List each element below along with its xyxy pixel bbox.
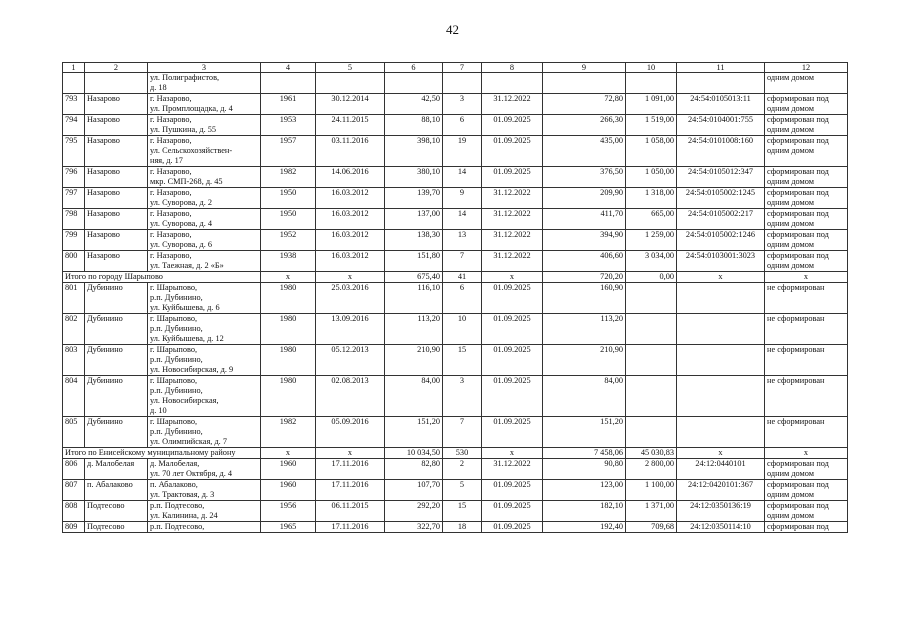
table-cell: Подтесово xyxy=(85,522,148,533)
total-cell: x xyxy=(316,448,385,459)
table-cell: 05.09.2016 xyxy=(316,417,385,448)
table-cell: Дубинино xyxy=(85,417,148,448)
table-cell: сформирован под одним домом xyxy=(765,251,848,272)
table-cell xyxy=(261,73,316,94)
table-cell xyxy=(626,376,677,417)
column-number-5: 5 xyxy=(316,63,385,73)
table-cell: 9 xyxy=(443,188,482,209)
table-cell: д. Малобелая xyxy=(85,459,148,480)
column-number-10: 10 xyxy=(626,63,677,73)
total-cell: 0,00 xyxy=(626,272,677,283)
table-row xyxy=(63,314,848,345)
table-cell xyxy=(677,376,765,417)
table-cell: г. Назарово, ул. Пушкина, д. 55 xyxy=(148,115,261,136)
table-row xyxy=(63,501,848,522)
table-cell: 24:54:0105002:1246 xyxy=(677,230,765,251)
table-cell: 1980 xyxy=(261,345,316,376)
table-cell: 5 xyxy=(443,480,482,501)
table-cell xyxy=(626,283,677,314)
table-cell: 1957 xyxy=(261,136,316,167)
table-cell: 805 xyxy=(63,417,85,448)
table-cell: 03.11.2016 xyxy=(316,136,385,167)
table-cell: 1965 xyxy=(261,522,316,533)
table-cell: 380,10 xyxy=(385,167,443,188)
total-label: Итого по городу Шарыпово xyxy=(63,272,261,283)
table-cell: Дубинино xyxy=(85,345,148,376)
table-cell: 809 xyxy=(63,522,85,533)
table-cell: 10 xyxy=(443,314,482,345)
total-cell: 720,20 xyxy=(543,272,626,283)
column-number-4: 4 xyxy=(261,63,316,73)
column-number-8: 8 xyxy=(482,63,543,73)
table-cell: п. Абалаково xyxy=(85,480,148,501)
table-row xyxy=(63,251,848,272)
table-cell: 794 xyxy=(63,115,85,136)
total-cell: 7 458,06 xyxy=(543,448,626,459)
table-cell xyxy=(677,314,765,345)
table-cell: Назарово xyxy=(85,167,148,188)
table-cell: 802 xyxy=(63,314,85,345)
table-cell: 3 xyxy=(443,376,482,417)
table-cell xyxy=(626,73,677,94)
table-cell: сформирован под одним домом xyxy=(765,115,848,136)
table-cell: 808 xyxy=(63,501,85,522)
table-cell: 182,10 xyxy=(543,501,626,522)
table-cell: д. Малобелая, ул. 70 лет Октября, д. 4 xyxy=(148,459,261,480)
table-cell: 31.12.2022 xyxy=(482,251,543,272)
table-cell: 1961 xyxy=(261,94,316,115)
table-cell: 1 050,00 xyxy=(626,167,677,188)
table-cell: 7 xyxy=(443,251,482,272)
table-cell: 3 034,00 xyxy=(626,251,677,272)
table-cell: 160,90 xyxy=(543,283,626,314)
table-cell: не сформирован xyxy=(765,314,848,345)
table-cell: 398,10 xyxy=(385,136,443,167)
table-cell: 139,70 xyxy=(385,188,443,209)
total-cell: x xyxy=(765,272,848,283)
table-cell: Дубинино xyxy=(85,314,148,345)
table-cell: 16.03.2012 xyxy=(316,209,385,230)
table-cell: п. Абалаково, ул. Трактовая, д. 3 xyxy=(148,480,261,501)
table-cell: сформирован под одним домом xyxy=(765,94,848,115)
table-cell: 1982 xyxy=(261,167,316,188)
table-cell: 797 xyxy=(63,188,85,209)
table-cell: сформирован под одним домом xyxy=(765,230,848,251)
table-cell: сформирован под одним домом xyxy=(765,501,848,522)
total-cell: x xyxy=(482,448,543,459)
table-header-row xyxy=(63,63,848,73)
table-cell: 14 xyxy=(443,167,482,188)
total-cell: 675,40 xyxy=(385,272,443,283)
table-cell: 2 800,00 xyxy=(626,459,677,480)
table-cell: не сформирован xyxy=(765,376,848,417)
table-cell: 1960 xyxy=(261,480,316,501)
table-cell xyxy=(63,73,85,94)
table-cell: 1953 xyxy=(261,115,316,136)
table-cell: 801 xyxy=(63,283,85,314)
table-cell: 24:54:0105002:217 xyxy=(677,209,765,230)
table-cell: 210,90 xyxy=(543,345,626,376)
table-cell: 807 xyxy=(63,480,85,501)
table-cell: Назарово xyxy=(85,251,148,272)
table-cell: сформирован под одним домом xyxy=(765,459,848,480)
table-cell: 394,90 xyxy=(543,230,626,251)
table-cell: 798 xyxy=(63,209,85,230)
table-cell: 30.12.2014 xyxy=(316,94,385,115)
table-cell: 1950 xyxy=(261,209,316,230)
column-number-2: 2 xyxy=(85,63,148,73)
table-cell: 01.09.2025 xyxy=(482,314,543,345)
table-cell: 24:54:0104001:755 xyxy=(677,115,765,136)
column-number-3: 3 xyxy=(148,63,261,73)
table-cell: 24:54:0105013:11 xyxy=(677,94,765,115)
table-row xyxy=(63,188,848,209)
table-cell: 266,30 xyxy=(543,115,626,136)
table-cell: 15 xyxy=(443,345,482,376)
table-cell: 24:12:0350114:10 xyxy=(677,522,765,533)
table-row xyxy=(63,480,848,501)
table-cell: 16.03.2012 xyxy=(316,230,385,251)
table-cell: 6 xyxy=(443,115,482,136)
table-cell: г. Назарово, ул. Суворова, д. 4 xyxy=(148,209,261,230)
table-cell: 799 xyxy=(63,230,85,251)
table-cell: 84,00 xyxy=(385,376,443,417)
table-cell: 1 091,00 xyxy=(626,94,677,115)
table-row xyxy=(63,167,848,188)
table-cell: 01.09.2025 xyxy=(482,501,543,522)
table-cell: 13 xyxy=(443,230,482,251)
table-cell: 05.12.2013 xyxy=(316,345,385,376)
table-cell: г. Назарово, ул. Промплощадка, д. 4 xyxy=(148,94,261,115)
total-label: Итого по Енисейскому муниципальному району xyxy=(63,448,261,459)
table-cell: Назарово xyxy=(85,136,148,167)
table-row xyxy=(63,136,848,167)
table-cell: 31.12.2022 xyxy=(482,94,543,115)
table-cell xyxy=(677,345,765,376)
table-cell: 42,50 xyxy=(385,94,443,115)
table-cell: 01.09.2025 xyxy=(482,167,543,188)
table-cell: 14.06.2016 xyxy=(316,167,385,188)
table-cell: Назарово xyxy=(85,94,148,115)
table-cell: 24.11.2015 xyxy=(316,115,385,136)
total-cell: 530 xyxy=(443,448,482,459)
column-number-6: 6 xyxy=(385,63,443,73)
table-cell: 13.09.2016 xyxy=(316,314,385,345)
table-cell: 16.03.2012 xyxy=(316,188,385,209)
table-cell: г. Шарыпово, р.п. Дубинино, ул. Новосибирская, д. 10 xyxy=(148,376,261,417)
table-cell: 3 xyxy=(443,94,482,115)
table-row xyxy=(63,283,848,314)
table-cell: 1960 xyxy=(261,459,316,480)
table-cell: 82,80 xyxy=(385,459,443,480)
table-cell: 137,00 xyxy=(385,209,443,230)
table-cell xyxy=(443,73,482,94)
table-cell: 24:54:0105012:347 xyxy=(677,167,765,188)
table-cell xyxy=(85,73,148,94)
table-cell: 138,30 xyxy=(385,230,443,251)
table-cell: 2 xyxy=(443,459,482,480)
table-cell: г. Назарово, ул. Сельскохозяйствен- няя, д. 17 xyxy=(148,136,261,167)
table-cell: г. Шарыпово, р.п. Дубинино, ул. Олимпийская, д. 7 xyxy=(148,417,261,448)
table-cell: 1980 xyxy=(261,376,316,417)
table-row xyxy=(63,230,848,251)
housing-register-table xyxy=(62,62,848,533)
table-cell: 24:54:0103001:3023 xyxy=(677,251,765,272)
table-cell: 14 xyxy=(443,209,482,230)
table-cell: г. Назарово, ул. Суворова, д. 6 xyxy=(148,230,261,251)
table-cell: сформирован под одним домом xyxy=(765,136,848,167)
table-cell: 17.11.2016 xyxy=(316,480,385,501)
table-cell: 17.11.2016 xyxy=(316,459,385,480)
table-cell: 1 318,00 xyxy=(626,188,677,209)
table-cell: 113,20 xyxy=(385,314,443,345)
table-cell xyxy=(482,73,543,94)
table-cell: 01.09.2025 xyxy=(482,345,543,376)
table-row xyxy=(63,345,848,376)
total-cell: x xyxy=(316,272,385,283)
total-cell: x xyxy=(482,272,543,283)
table-cell: 116,10 xyxy=(385,283,443,314)
table-cell: 209,90 xyxy=(543,188,626,209)
table-cell: 151,20 xyxy=(543,417,626,448)
total-row xyxy=(63,448,848,459)
table-row xyxy=(63,376,848,417)
table-cell: 406,60 xyxy=(543,251,626,272)
table-cell: 151,20 xyxy=(385,417,443,448)
table-cell: одним домом xyxy=(765,73,848,94)
table-cell: г. Назарово, ул. Суворова, д. 2 xyxy=(148,188,261,209)
table-cell: 795 xyxy=(63,136,85,167)
table-cell: 796 xyxy=(63,167,85,188)
table-cell: 411,70 xyxy=(543,209,626,230)
table-cell: 1950 xyxy=(261,188,316,209)
table-cell xyxy=(385,73,443,94)
table-row xyxy=(63,459,848,480)
table-cell: 72,80 xyxy=(543,94,626,115)
table-cell: Дубинино xyxy=(85,376,148,417)
table-cell: 01.09.2025 xyxy=(482,283,543,314)
table-cell: сформирован под xyxy=(765,522,848,533)
table-row xyxy=(63,115,848,136)
table-cell: 88,10 xyxy=(385,115,443,136)
page-number: 42 xyxy=(446,22,459,37)
table-row xyxy=(63,209,848,230)
table-cell: 709,68 xyxy=(626,522,677,533)
table-cell xyxy=(677,283,765,314)
table-cell: 1980 xyxy=(261,314,316,345)
table-cell: 192,40 xyxy=(543,522,626,533)
table-cell xyxy=(626,417,677,448)
table-cell: 24:12:0350136:19 xyxy=(677,501,765,522)
table-cell: 1 259,00 xyxy=(626,230,677,251)
table-cell xyxy=(626,314,677,345)
table-cell: 800 xyxy=(63,251,85,272)
table-cell: 1952 xyxy=(261,230,316,251)
table-cell: 01.09.2025 xyxy=(482,522,543,533)
table-cell xyxy=(677,73,765,94)
table-cell: 1 371,00 xyxy=(626,501,677,522)
table-cell: 06.11.2015 xyxy=(316,501,385,522)
table-cell: г. Шарыпово, р.п. Дубинино, ул. Куйбышева, д. 12 xyxy=(148,314,261,345)
table-cell xyxy=(543,73,626,94)
total-cell: x xyxy=(677,448,765,459)
table-row xyxy=(63,94,848,115)
table-cell: 123,00 xyxy=(543,480,626,501)
table-cell: 210,90 xyxy=(385,345,443,376)
table-cell: 1956 xyxy=(261,501,316,522)
table-cell: 1 058,00 xyxy=(626,136,677,167)
table-cell: не сформирован xyxy=(765,417,848,448)
table-cell: 25.03.2016 xyxy=(316,283,385,314)
table-cell: 1982 xyxy=(261,417,316,448)
table-cell: 806 xyxy=(63,459,85,480)
table-cell: Назарово xyxy=(85,230,148,251)
table-cell: 01.09.2025 xyxy=(482,417,543,448)
table-cell: 84,00 xyxy=(543,376,626,417)
table-cell: ул. Полиграфистов, д. 18 xyxy=(148,73,261,94)
table-cell: Подтесово xyxy=(85,501,148,522)
table-cell: г. Назарово, ул. Таежная, д. 2 «Б» xyxy=(148,251,261,272)
table-cell: 01.09.2025 xyxy=(482,115,543,136)
table-cell: 17.11.2016 xyxy=(316,522,385,533)
table-cell xyxy=(677,417,765,448)
table-cell: г. Шарыпово, р.п. Дубинино, ул. Новосибирская, д. 9 xyxy=(148,345,261,376)
column-number-12: 12 xyxy=(765,63,848,73)
table-cell: 18 xyxy=(443,522,482,533)
table-cell: 322,70 xyxy=(385,522,443,533)
table-row xyxy=(63,73,848,94)
table-cell: 1 519,00 xyxy=(626,115,677,136)
table-cell: 15 xyxy=(443,501,482,522)
table-cell: 793 xyxy=(63,94,85,115)
table-cell: не сформирован xyxy=(765,345,848,376)
table-cell: р.п. Подтесово, xyxy=(148,522,261,533)
table-cell: 90,80 xyxy=(543,459,626,480)
table-cell: 107,70 xyxy=(385,480,443,501)
table-row xyxy=(63,522,848,533)
table-cell: 665,00 xyxy=(626,209,677,230)
table-cell: сформирован под одним домом xyxy=(765,167,848,188)
table-row xyxy=(63,417,848,448)
column-number-9: 9 xyxy=(543,63,626,73)
table-cell: 31.12.2022 xyxy=(482,209,543,230)
table-cell: 31.12.2022 xyxy=(482,459,543,480)
total-cell: x xyxy=(261,448,316,459)
table-cell: г. Шарыпово, р.п. Дубинино, ул. Куйбышева, д. 6 xyxy=(148,283,261,314)
table-cell: 24:12:0420101:367 xyxy=(677,480,765,501)
table-cell xyxy=(626,345,677,376)
table-cell: 1938 xyxy=(261,251,316,272)
column-number-11: 11 xyxy=(677,63,765,73)
table-cell: 01.09.2025 xyxy=(482,480,543,501)
table-cell: р.п. Подтесово, ул. Калинина, д. 24 xyxy=(148,501,261,522)
table-cell: 02.08.2013 xyxy=(316,376,385,417)
table-cell: 16.03.2012 xyxy=(316,251,385,272)
total-cell: 10 034,50 xyxy=(385,448,443,459)
table-cell: сформирован под одним домом xyxy=(765,209,848,230)
table-cell: 19 xyxy=(443,136,482,167)
column-number-7: 7 xyxy=(443,63,482,73)
table-cell xyxy=(316,73,385,94)
column-number-1: 1 xyxy=(63,63,85,73)
table-cell: 803 xyxy=(63,345,85,376)
table-cell: 01.09.2025 xyxy=(482,376,543,417)
table-cell: 24:54:0101008:160 xyxy=(677,136,765,167)
table-cell: 1980 xyxy=(261,283,316,314)
table-cell: не сформирован xyxy=(765,283,848,314)
table-cell: Дубинино xyxy=(85,283,148,314)
table-cell: 24:12:0440101 xyxy=(677,459,765,480)
table-cell: 435,00 xyxy=(543,136,626,167)
table-cell: 31.12.2022 xyxy=(482,230,543,251)
total-cell: 45 030,83 xyxy=(626,448,677,459)
table-cell: 376,50 xyxy=(543,167,626,188)
table-cell: г. Назарово, мкр. СМП-268, д. 45 xyxy=(148,167,261,188)
table-cell: сформирован под одним домом xyxy=(765,480,848,501)
table-cell: 01.09.2025 xyxy=(482,136,543,167)
table-cell: 1 100,00 xyxy=(626,480,677,501)
table-cell: сформирован под одним домом xyxy=(765,188,848,209)
total-cell: 41 xyxy=(443,272,482,283)
table-cell: 113,20 xyxy=(543,314,626,345)
table-cell: 292,20 xyxy=(385,501,443,522)
table-cell: 7 xyxy=(443,417,482,448)
table-cell: Назарово xyxy=(85,209,148,230)
total-row xyxy=(63,272,848,283)
table-cell: 24:54:0105002:1245 xyxy=(677,188,765,209)
total-cell: x xyxy=(677,272,765,283)
table-cell: 6 xyxy=(443,283,482,314)
total-cell: x xyxy=(261,272,316,283)
table-cell: Назарово xyxy=(85,188,148,209)
table-cell: Назарово xyxy=(85,115,148,136)
total-cell: x xyxy=(765,448,848,459)
table-cell: 31.12.2022 xyxy=(482,188,543,209)
table-cell: 151,80 xyxy=(385,251,443,272)
table-cell: 804 xyxy=(63,376,85,417)
